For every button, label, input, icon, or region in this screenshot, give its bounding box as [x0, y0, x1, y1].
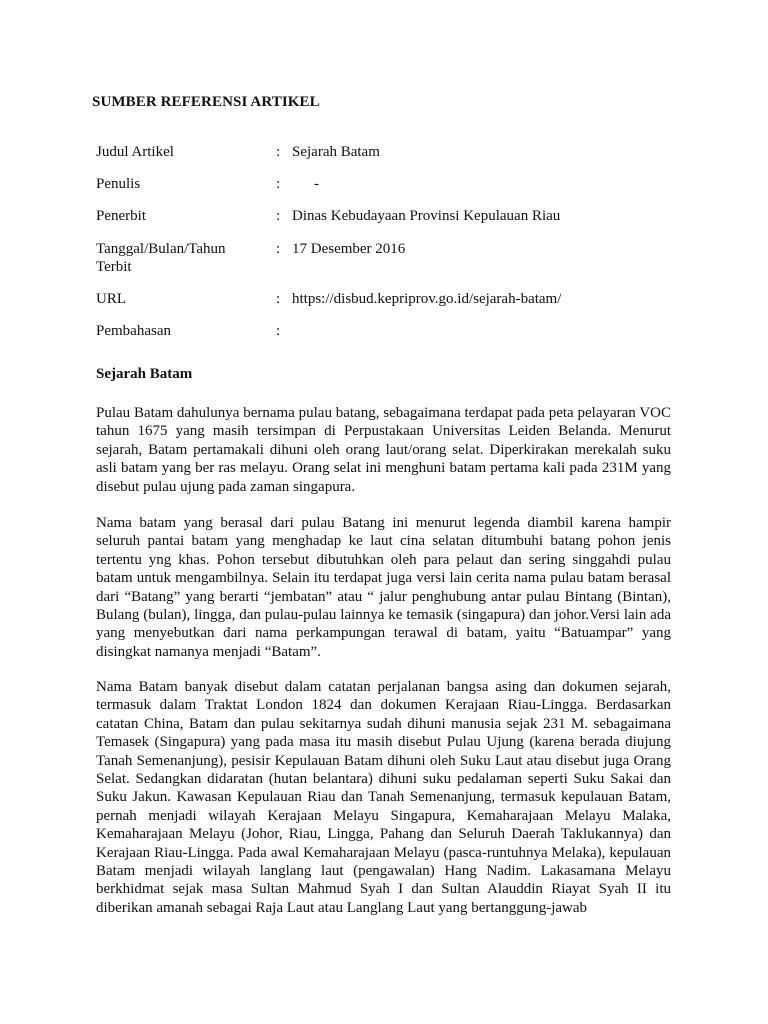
meta-label: Penulis: [96, 176, 141, 192]
meta-colon: :: [276, 323, 281, 339]
paragraph-2: Nama batam yang berasal dari pulau Batang ini menurut legenda diambil karena hampir seluruh pantai batam yang menghadap ke laut cina selatan ditumbuhi batang pohon jenis tertentu yng khas. Pohon tersebut dibutuhkan oleh para pelaut dan sering singgahdi pulau batam untuk mengambilnya. Selain itu terdapat juga versi lain cerita nama pulau batam berasal dari “Batang” yang berarti “jembatan” atau “ jalur penghubung antar pulau Bintang (Bintan), Bulang (bulan), lingga, dan pulau-pulau lainnya ke temasik (singapura) dan johor.Versi lain ada yang menyebutkan dari nama perkampungan terawal di batam, yaitu “Batuampar” yang disingkat namanya menjadi “Batam”.: [96, 515, 671, 660]
meta-value-url: https://disbud.kepriprov.go.id/sejarah-batam/: [292, 291, 562, 307]
paragraph-3: Nama Batam banyak disebut dalam catatan perjalanan bangsa asing dan dokumen sejarah, termasuk dalam Traktat London 1824 dan dokumen Kerajaan Riau-Lingga. Berdasarkan catatan China, Batam dan pulau sekitarnya sudah dihuni manusia sejak 231 M. sebagaimana Temasek (Singapura) yang pada masa itu masih disebut Pulau Ujung (karena berada diujung Tanah Semenanjung), pesisir Kepulauan Batam dihuni oleh Suku Laut atau disebut juga Orang Selat. Sedangkan didaratan (hutan belantara) dihuni suku pedalaman seperti Suku Sakai dan Suku Jakun. Kawasan Kepulauan Riau dan Tanah Semenanjung, termasuk kepulauan Batam, pernah menjadi wilayah Kerajaan Melayu Singapura, Kemaharajaan Melayu Malaka, Kemaharajaan Melayu (Johor, Riau, Lingga, Pahang dan Seluruh Daerah Taklukannya) dan Kerajaan Riau-Lingga. Pada awal Kemaharajaan Melayu (pasca-runtuhnya Melaka), kepulauan Batam menjadi wilayah langlang laut (pengawalan) Hang Nadim. Lakasamana Melayu berkhidmat sejak masa Sultan Mahmud Syah I dan Sultan Alauddin Riayat Syah II itu diberikan amanah sebagai Raja Laut atau Langlang Laut yang bertanggung-jawab: [96, 679, 671, 916]
meta-colon: :: [276, 241, 281, 257]
meta-value: Sejarah Batam: [292, 144, 380, 160]
meta-label: Tanggal/Bulan/Tahun Terbit: [96, 241, 226, 275]
meta-label: Judul Artikel: [96, 144, 174, 160]
meta-label: Pembahasan: [96, 323, 171, 339]
meta-colon: :: [276, 176, 281, 192]
meta-colon: :: [276, 208, 281, 224]
paragraph-1: Pulau Batam dahulunya bernama pulau batang, sebagaimana terdapat pada peta pelayaran VOC tahun 1675 yang masih tersimpan di Perpustakaan Universitas Leiden Belanda. Menurut sejarah, Batam pertamakali dihuni oleh orang laut/orang selat. Diperkirakan merekalah suku asli batam yang ber ras melayu. Orang selat ini menghuni batam pertama kali pada 231M yang disebut pulau ujung pada zaman singapura.: [96, 405, 671, 495]
meta-value: Dinas Kebudayaan Provinsi Kepulauan Riau: [292, 208, 561, 224]
document-heading: SUMBER REFERENSI ARTIKEL: [92, 94, 320, 110]
section-title: Sejarah Batam: [96, 366, 193, 382]
meta-value: -: [314, 176, 319, 192]
meta-label: Penerbit: [96, 208, 146, 224]
meta-colon: :: [276, 144, 281, 160]
meta-colon: :: [276, 291, 281, 307]
meta-label: URL: [96, 291, 126, 307]
meta-value: 17 Desember 2016: [292, 241, 406, 257]
